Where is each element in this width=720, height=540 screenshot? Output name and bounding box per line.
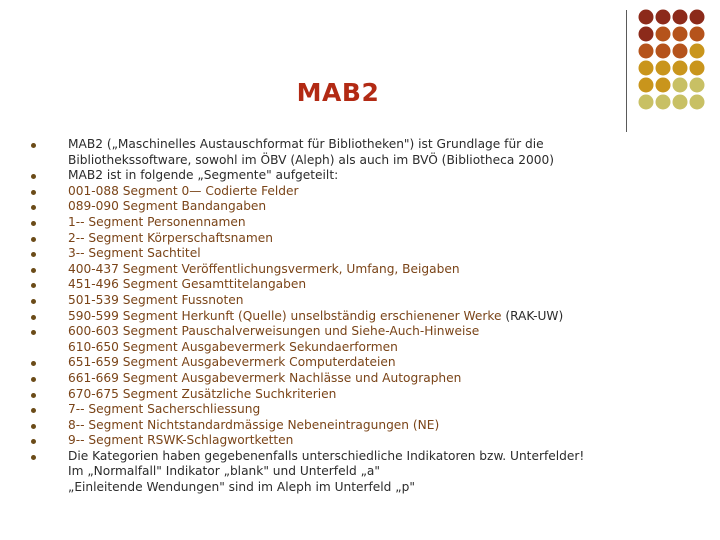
list-item-text: Die Kategorien haben gegebenenfalls unterschiedliche Indikatoren bzw. Unterfelder! [68,448,585,463]
list-item-text: 001-088 Segment 0— Codierte Felder [68,183,299,198]
decorative-dot [690,78,705,93]
list-item-text: 3-- Segment Sachtitel [68,246,201,261]
bullet-icon [31,424,36,429]
decorative-dot [656,27,671,42]
list-item-continuation [0,340,720,356]
bullet-icon [31,315,36,320]
list-item-continuation [0,464,720,480]
list-item [0,387,720,403]
list-item-text: 670-675 Segment Zusätzliche Suchkriterien [68,386,337,401]
slide-title: MAB2 [296,78,380,107]
list-item [0,324,720,340]
decorative-dot [690,27,705,42]
list-item [0,371,720,387]
decorative-dot [656,44,671,59]
list-item [0,433,720,449]
decorative-dot [690,44,705,59]
list-item [0,277,720,293]
list-item-text: 590-599 Segment Herkunft (Quelle) unselbständig erschienener Werke (RAK-UW) [68,308,564,323]
list-item [0,355,720,371]
list-item [0,231,720,247]
list-item [0,168,720,184]
list-item-text: 1-- Segment Personennamen [68,214,246,229]
decorative-dot [673,10,688,25]
vertical-divider [626,10,627,132]
bullet-icon [31,299,36,304]
list-item-text: „Einleitende Wendungen" sind im Aleph im Unterfeld „p" [68,480,415,495]
bullet-icon [31,252,36,257]
bullet-icon [31,439,36,444]
bullet-icon [31,330,36,335]
list-item [0,215,720,231]
list-item-text: 651-659 Segment Ausgabevermerk Computerdateien [68,355,396,370]
bullet-icon [31,408,36,413]
bullet-icon [31,283,36,288]
bullet-icon [31,221,36,226]
decorative-dot [656,61,671,76]
bullet-list [0,137,720,496]
list-item [0,262,720,278]
bullet-icon [31,190,36,195]
list-item-text: Im „Normalfall" Indikator „blank" und Unterfeld „a" [68,464,380,479]
bullet-icon [31,205,36,210]
list-item-text: 8-- Segment Nichtstandardmässige Nebeneintragungen (NE) [68,417,440,432]
list-item-text: MAB2 ist in folgende „Segmente" aufgeteilt: [68,168,339,183]
list-item [0,293,720,309]
decorative-dot [639,44,654,59]
decorative-dot [690,95,705,110]
bullet-icon [31,268,36,273]
list-item [0,246,720,262]
list-item [0,449,720,465]
list-item [0,309,720,325]
list-item-continuation [0,480,720,496]
list-item-text: 9-- Segment RSWK-Schlagwortketten [68,433,294,448]
list-item-text: Bibliothekssoftware, sowohl im ÖBV (Aleph) als auch im BVÖ (Bibliotheca 2000) [68,152,554,167]
bullet-icon [31,237,36,242]
decorative-dot [673,27,688,42]
list-item [0,199,720,215]
list-item-continuation [0,153,720,169]
list-item-text: 501-539 Segment Fussnoten [68,292,244,307]
list-item [0,137,720,153]
list-item-text: 400-437 Segment Veröffentlichungsvermerk, Umfang, Beigaben [68,261,460,276]
decorative-dot [673,44,688,59]
list-item-text: 451-496 Segment Gesamttitelangaben [68,277,307,292]
list-item-text: 7-- Segment Sacherschliessung [68,402,261,417]
list-item [0,418,720,434]
list-item-text: 089-090 Segment Bandangaben [68,199,267,214]
bullet-icon [31,455,36,460]
bullet-icon [31,393,36,398]
bullet-icon [31,361,36,366]
decorative-dot [639,61,654,76]
list-item-text: 610-650 Segment Ausgabevermerk Sekundaerformen [68,339,398,354]
list-item-text: 600-603 Segment Pauschalverweisungen und Siehe-Auch-Hinweise [68,324,480,339]
decorative-dot [639,27,654,42]
decorative-dot [656,10,671,25]
list-item [0,184,720,200]
decorative-dot [673,61,688,76]
decorative-dot [639,10,654,25]
list-item-suffix: (RAK-UW) [501,308,564,323]
decorative-dot [690,10,705,25]
bullet-icon [31,377,36,382]
list-item [0,402,720,418]
list-item-text: 661-669 Segment Ausgabevermerk Nachlässe und Autographen [68,370,462,385]
bullet-icon [31,174,36,179]
list-item-text: 2-- Segment Körperschaftsnamen [68,230,273,245]
decorative-dot [690,61,705,76]
bullet-icon [31,143,36,148]
list-item-text: MAB2 („Maschinelles Austauschformat für Bibliotheken") ist Grundlage für die [68,137,544,151]
